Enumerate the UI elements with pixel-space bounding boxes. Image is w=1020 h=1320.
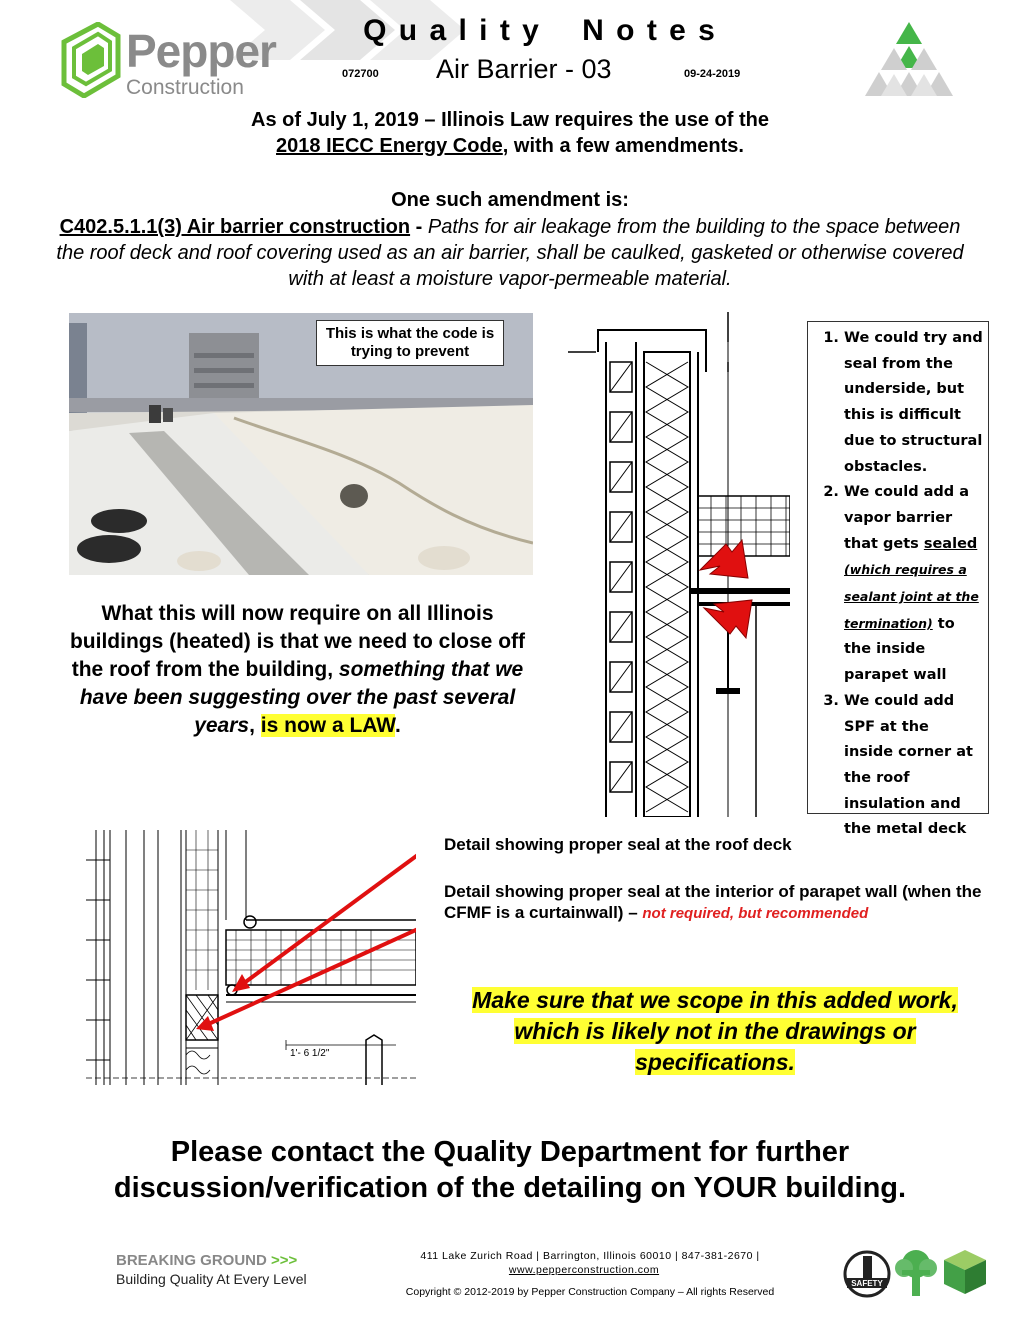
intro-line2-rest: , with a few amendments. — [502, 135, 744, 157]
contact-note: Please contact the Quality Department for further discussion/verification of the detailing on YOUR building. — [113, 1136, 907, 1204]
options-list — [808, 326, 983, 843]
options-box — [807, 321, 989, 838]
photo-caption: This is what the code is trying to prevent — [316, 320, 504, 366]
amendment-body: Paths for air leakage from the building to the space between the roof deck and roof covering used as an air barrier, shall be caulked, gasketed or otherwise covered with at least a moisture vapor-permeable material. — [56, 216, 964, 290]
tree-icon — [894, 1248, 938, 1298]
requirement-part2: something that we have been suggesting over the past several years — [79, 658, 524, 737]
detail-parapet-text: Detail showing proper seal at the interior of parapet wall (when the CFMF is a curtainwall) – — [444, 882, 982, 922]
logo-name: Pepper — [126, 25, 276, 77]
option-2-b: to the inside parapet wall — [844, 615, 955, 684]
requirement-part5: . — [394, 714, 401, 737]
scope-note — [460, 985, 970, 1078]
option-1: 1. We could try and seal from the underside, but this is difficult due to structural obstacles. — [844, 326, 983, 480]
detail-parapet-note: not required, but recommended — [642, 905, 869, 922]
option-2 — [844, 480, 983, 689]
intro-line2 — [0, 135, 1020, 158]
roof-deck-detail-drawing — [86, 830, 416, 1085]
page-title: Q u a l i t y N o t e s — [363, 14, 717, 47]
pepper-logo-icon — [60, 22, 122, 98]
amendment-dash: - — [410, 216, 428, 238]
footer-copyright: Copyright © 2012-2019 by Pepper Construction Company – All rights Reserved — [405, 1286, 775, 1298]
option-2-italic: (which requires a sealant joint at the termination) — [844, 562, 979, 631]
detail-roof-deck: Detail showing proper seal at the roof deck — [444, 835, 792, 854]
safety-label: SAFETY — [851, 1279, 883, 1288]
amendment-code: C402.5.1.1(3) Air barrier construction — [59, 216, 411, 238]
requirement-text — [60, 600, 535, 740]
iecc-code-link[interactable]: 2018 IECC Energy Code — [276, 135, 503, 157]
footer-url[interactable]: www.pepperconstruction.com — [508, 1264, 660, 1276]
pepper-logo — [60, 22, 290, 102]
amendment-heading: One such amendment is: — [391, 189, 629, 211]
requirement-law: is now a LAW — [260, 714, 395, 737]
doc-date: 09-24-2019 — [684, 68, 741, 80]
footer-tag1: BREAKING GROUND — [116, 1252, 267, 1269]
option-3: 3. We could add SPF at the inside corner at the roof insulation and the metal deck — [844, 689, 983, 843]
parapet-section-drawing — [566, 312, 790, 817]
detail-parapet — [444, 881, 994, 924]
doc-code: 072700 — [342, 68, 379, 80]
requirement-part3: , — [249, 714, 255, 737]
footer-address: 411 Lake Zurich Road | Barrington, Illinois 60010 | 847-381-2670 | — [420, 1250, 760, 1262]
option-2-a: We could add a vapor barrier that gets — [844, 484, 970, 552]
footer-tag2: Building Quality At Every Level — [116, 1271, 307, 1287]
intro-line1: As of July 1, 2019 – Illinois Law requires the use of the — [251, 109, 769, 131]
footer-tagline — [116, 1252, 297, 1269]
footer-arrows: >>> — [271, 1252, 298, 1269]
triangle-mark-icon — [862, 20, 956, 100]
doc-subtitle: Air Barrier - 03 — [436, 54, 612, 84]
logo-sub: Construction — [126, 76, 244, 99]
green-cube-icon — [942, 1248, 988, 1296]
requirement-part1: What this will now require on all Illinois buildings (heated) is that we need to close off the roof from the building, — [69, 602, 526, 681]
dimension-label: 1'- 6 1/2" — [290, 1048, 330, 1059]
safety-first-icon — [843, 1250, 891, 1298]
scope-note-text: Make sure that we scope in this added work, which is likely not in the drawings or specifications. — [472, 987, 958, 1075]
amendment-text — [50, 214, 970, 292]
option-2-sealed: sealed — [923, 535, 978, 552]
